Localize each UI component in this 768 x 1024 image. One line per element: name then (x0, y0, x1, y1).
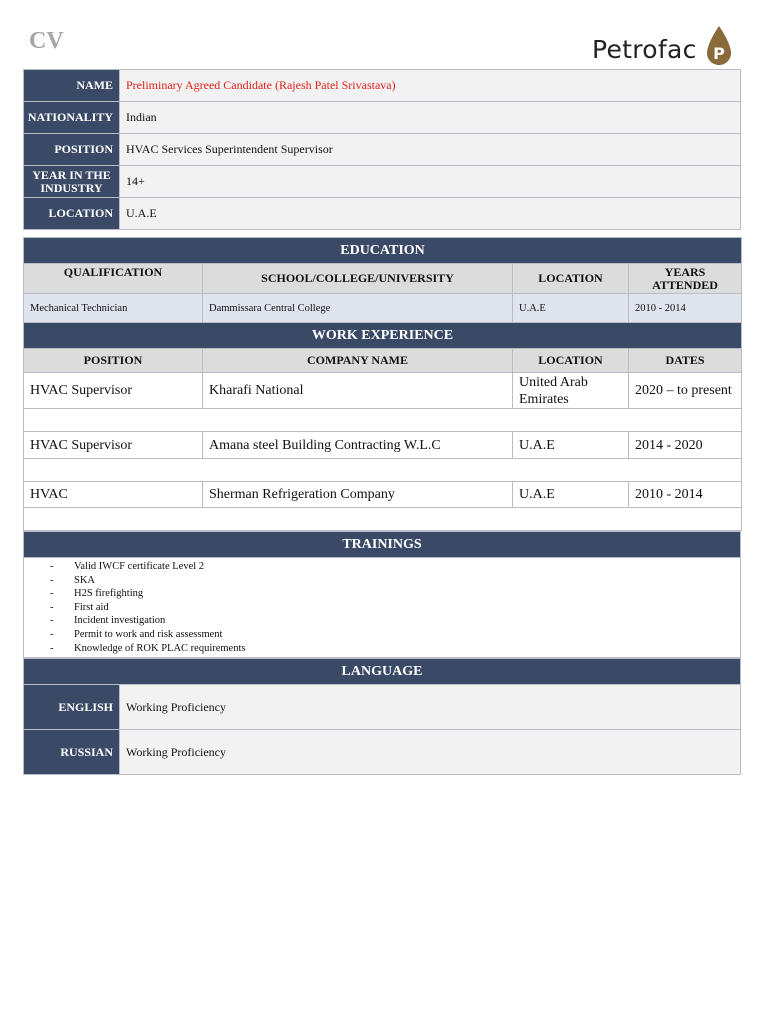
nationality-label: NATIONALITY (24, 102, 120, 134)
edu-school: Dammissara Central College (203, 294, 513, 323)
edu-col-location: LOCATION (513, 264, 629, 294)
row-spacer (24, 409, 742, 432)
training-item: - First aid (50, 601, 109, 613)
education-work-table (23, 237, 742, 531)
oil-drop-icon (705, 25, 733, 67)
language-label: ENGLISH (24, 685, 120, 730)
work-company: Kharafi National (203, 373, 513, 409)
work-dates: 2010 - 2014 (629, 482, 742, 508)
work-location: U.A.E (513, 482, 629, 508)
language-row (24, 685, 741, 730)
language-row (24, 730, 741, 775)
work-row (24, 482, 742, 508)
language-proficiency: Working Proficiency (120, 730, 741, 775)
work-col-location: LOCATION (513, 349, 629, 373)
training-item: - Incident investigation (50, 615, 166, 627)
info-row-years (24, 166, 741, 198)
position-label: POSITION (24, 134, 120, 166)
edu-qualification: Mechanical Technician (24, 294, 203, 323)
training-item: - H2S firefighting (50, 588, 144, 600)
location-value: U.A.E (120, 198, 741, 230)
nationality-value: Indian (120, 102, 741, 134)
info-row-location (24, 198, 741, 230)
education-heading: EDUCATION (24, 238, 742, 264)
name-label: NAME (24, 70, 120, 102)
edu-location: U.A.E (513, 294, 629, 323)
work-company: Amana steel Building Contracting W.L.C (203, 432, 513, 459)
row-spacer (24, 508, 742, 531)
language-proficiency: Working Proficiency (120, 685, 741, 730)
work-row (24, 432, 742, 459)
edu-col-years: YEARS ATTENDED (629, 264, 742, 294)
training-item: - Permit to work and risk assessment (50, 628, 223, 640)
work-col-position: POSITION (24, 349, 203, 373)
work-position: HVAC Supervisor (24, 373, 203, 409)
edu-col-school: SCHOOL/COLLEGE/UNIVERSITY (203, 264, 513, 294)
location-label: LOCATION (24, 198, 120, 230)
work-dates: 2020 – to present (629, 373, 742, 409)
work-row (24, 373, 742, 409)
work-location: United Arab Emirates (513, 373, 629, 409)
work-heading: WORK EXPERIENCE (24, 323, 742, 349)
work-col-dates: DATES (629, 349, 742, 373)
years-value: 14+ (120, 166, 741, 198)
page-title: CV (29, 28, 64, 54)
edu-col-qualification: QUALIFICATION (24, 264, 203, 294)
education-row (24, 294, 742, 323)
language-heading: LANGUAGE (24, 659, 741, 685)
trainings-heading: TRAININGS (24, 532, 741, 558)
training-item: - Valid IWCF certificate Level 2 (50, 561, 205, 572)
personal-info-table (23, 69, 741, 230)
work-location: U.A.E (513, 432, 629, 459)
work-company: Sherman Refrigeration Company (203, 482, 513, 508)
info-row-name (24, 70, 741, 102)
training-item: - SKA (50, 574, 96, 586)
work-position: HVAC (24, 482, 203, 508)
edu-years: 2010 - 2014 (629, 294, 742, 323)
language-table (23, 658, 741, 775)
trainings-table (23, 531, 741, 658)
training-item: - Knowledge of ROK PLAC requirements (50, 642, 246, 654)
name-value: Preliminary Agreed Candidate (Rajesh Patel Srivastava) (120, 70, 741, 102)
years-label: YEAR IN THE INDUSTRY (24, 166, 120, 198)
brand-wordmark: Petrofac (592, 34, 697, 64)
work-col-company: COMPANY NAME (203, 349, 513, 373)
trainings-list (50, 560, 740, 655)
info-row-position (24, 134, 741, 166)
work-dates: 2014 - 2020 (629, 432, 742, 459)
language-label: RUSSIAN (24, 730, 120, 775)
work-position: HVAC Supervisor (24, 432, 203, 459)
petrofac-logo (592, 24, 733, 68)
svg-text:P: P (712, 44, 725, 63)
row-spacer (24, 459, 742, 482)
trainings-list-cell (24, 558, 741, 658)
info-row-nationality (24, 102, 741, 134)
position-value: HVAC Services Superintendent Supervisor (120, 134, 741, 166)
